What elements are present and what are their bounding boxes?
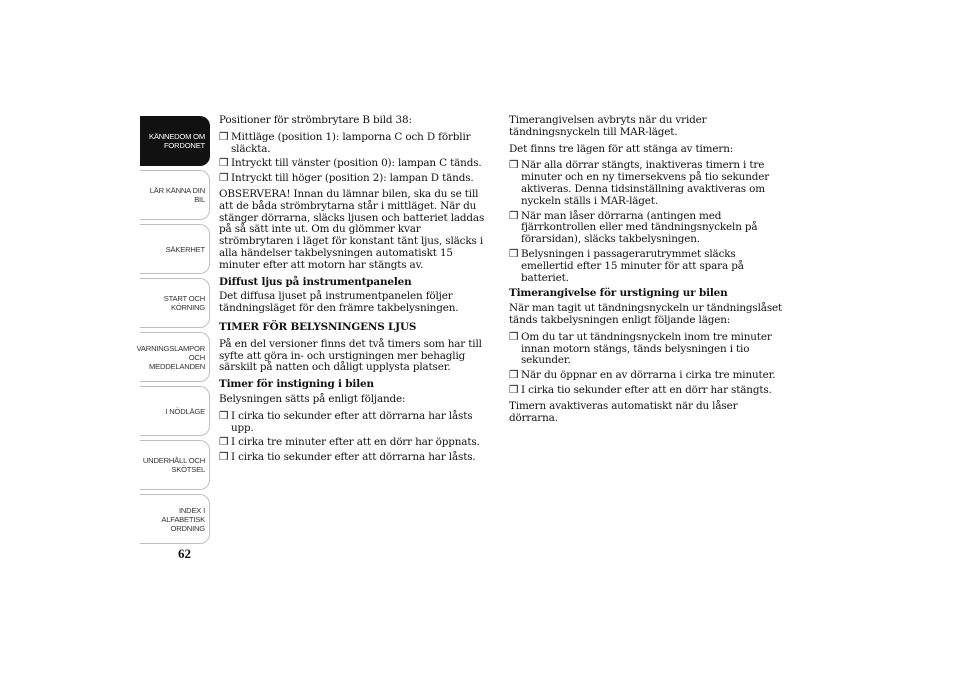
checkbox-bullet-icon: ❒	[509, 330, 519, 343]
left-column	[219, 115, 494, 467]
checkbox-bullet-icon: ❒	[219, 451, 229, 464]
diffuse-light-text: Det diffusa ljuset på instrumentpanelen följer tändningsläget för den främre takbelysningen.	[219, 290, 459, 315]
timer-cancel-text: Timerangivelsen avbryts när du vrider tändningsnyckeln till MAR-läget.	[509, 114, 707, 138]
list-item: ❒ När man låser dörrarna (antingen med fjärrkontrollen eller med tändningsnyckeln på förarsidan), släcks takbelysningen.	[509, 209, 758, 246]
tab-start-och-korning[interactable]: START OCH KÖRNING	[140, 278, 210, 328]
list-item: ❒ Belysningen i passagerarutrymmet släcks emellertid efter 15 minuter för att spara på batteriet.	[509, 247, 744, 284]
tab-kannedom-om-fordonet[interactable]: KÄNNEDOM OM FORDONET	[140, 116, 210, 166]
list-item: ❒ I cirka tio sekunder efter att en dörr har stängts.	[509, 383, 772, 396]
list-item: ❒ Om du tar ut tändningsnyckeln inom tre minuter innan motorn stängs, tänds belysningen i tio sekunder.	[509, 330, 772, 367]
note-paragraph: OBSERVERA! Innan du lämnar bilen, ska du se till att de båda strömbrytarna står i mittläget. När du stänger dörrarna, släcks ljusen och batteriet laddas på så sätt inte ut. Om du glömmer kvar strömbrytaren i läget för konstant tänt ljus, släcks i alla händelser takbelysningen automatiskt 15 minuter efter att motorn har stängts av.	[219, 187, 485, 271]
tab-varningslampor[interactable]: VARNINGSLAMPOR OCH MEDDELANDEN	[140, 332, 210, 382]
checkbox-bullet-icon: ❒	[509, 159, 519, 172]
checkbox-bullet-icon: ❒	[219, 172, 229, 185]
checkbox-bullet-icon: ❒	[509, 369, 519, 382]
timer-intro-text: På en del versioner finns det två timers som har till syfte att göra in- och urstigningen mer behaglig särskilt på natten och dåligt upplysta platser.	[219, 337, 482, 374]
timer-section-heading: TIMER FÖR BELYSNINGENS LJUS	[219, 320, 417, 333]
list-item: ❒ I cirka tre minuter efter att en dörr har öppnats.	[219, 436, 480, 449]
chapter-tabs	[136, 116, 210, 548]
right-column	[509, 115, 787, 429]
entry-timer-text: Belysningen sätts på enligt följande:	[219, 392, 406, 405]
switch-positions-intro: Positioner för strömbrytare B bild 38:	[219, 114, 412, 126]
exit-timer-text: När man tagit ut tändningsnyckeln ur tändningslåset tänds takbelysningen enligt följande lägen:	[509, 302, 783, 326]
checkbox-bullet-icon: ❒	[509, 383, 519, 396]
tab-i-nodlage[interactable]: I NÖDLÄGE	[140, 386, 210, 436]
list-item: ❒ När alla dörrar stängts, inaktiveras timern i tre minuter och en ny timersekvens på tio sekunder aktiveras. Denna tidsinställning avaktiveras om nyckeln ställs i MAR-läget.	[509, 159, 770, 207]
tab-index[interactable]: INDEX I ALFABETISK ORDNING	[140, 494, 210, 544]
tab-lar-kanna-din-bil[interactable]: LÄR KÄNNA DIN BIL	[140, 170, 210, 220]
list-item: ❒ I cirka tio sekunder efter att dörrarna har låsts.	[219, 451, 476, 464]
list-item: ❒ Intryckt till höger (position 2): lampan D tänds.	[219, 172, 474, 185]
timer-off-intro: Det finns tre lägen för att stänga av timern:	[509, 142, 734, 155]
list-item: ❒ När du öppnar en av dörrarna i cirka tre minuter.	[509, 369, 776, 382]
tab-underhall-och-skotsel[interactable]: UNDERHÅLL OCH SKÖTSEL	[140, 440, 210, 490]
checkbox-bullet-icon: ❒	[219, 436, 229, 449]
checkbox-bullet-icon: ❒	[219, 130, 229, 143]
checkbox-bullet-icon: ❒	[509, 209, 519, 222]
tab-sakerhet[interactable]: SÄKERHET	[140, 224, 210, 274]
list-item: ❒ I cirka tio sekunder efter att dörrarna har låsts upp.	[219, 409, 473, 434]
list-item: ❒ Mittläge (position 1): lamporna C och D förblir släckta.	[219, 130, 471, 155]
list-item: ❒ Intryckt till vänster (position 0): lampan C tänds.	[219, 157, 482, 170]
checkbox-bullet-icon: ❒	[219, 157, 229, 170]
checkbox-bullet-icon: ❒	[509, 247, 519, 260]
checkbox-bullet-icon: ❒	[219, 409, 229, 422]
auto-off-text: Timern avaktiveras automatiskt när du låser dörrarna.	[509, 399, 738, 424]
entry-timer-heading: Timer för instigning i bilen	[219, 378, 374, 391]
diffuse-light-heading: Diffust ljus på instrumentpanelen	[219, 275, 412, 288]
page-number: 62	[178, 546, 191, 561]
exit-timer-heading: Timerangivelse för urstigning ur bilen	[509, 287, 728, 300]
